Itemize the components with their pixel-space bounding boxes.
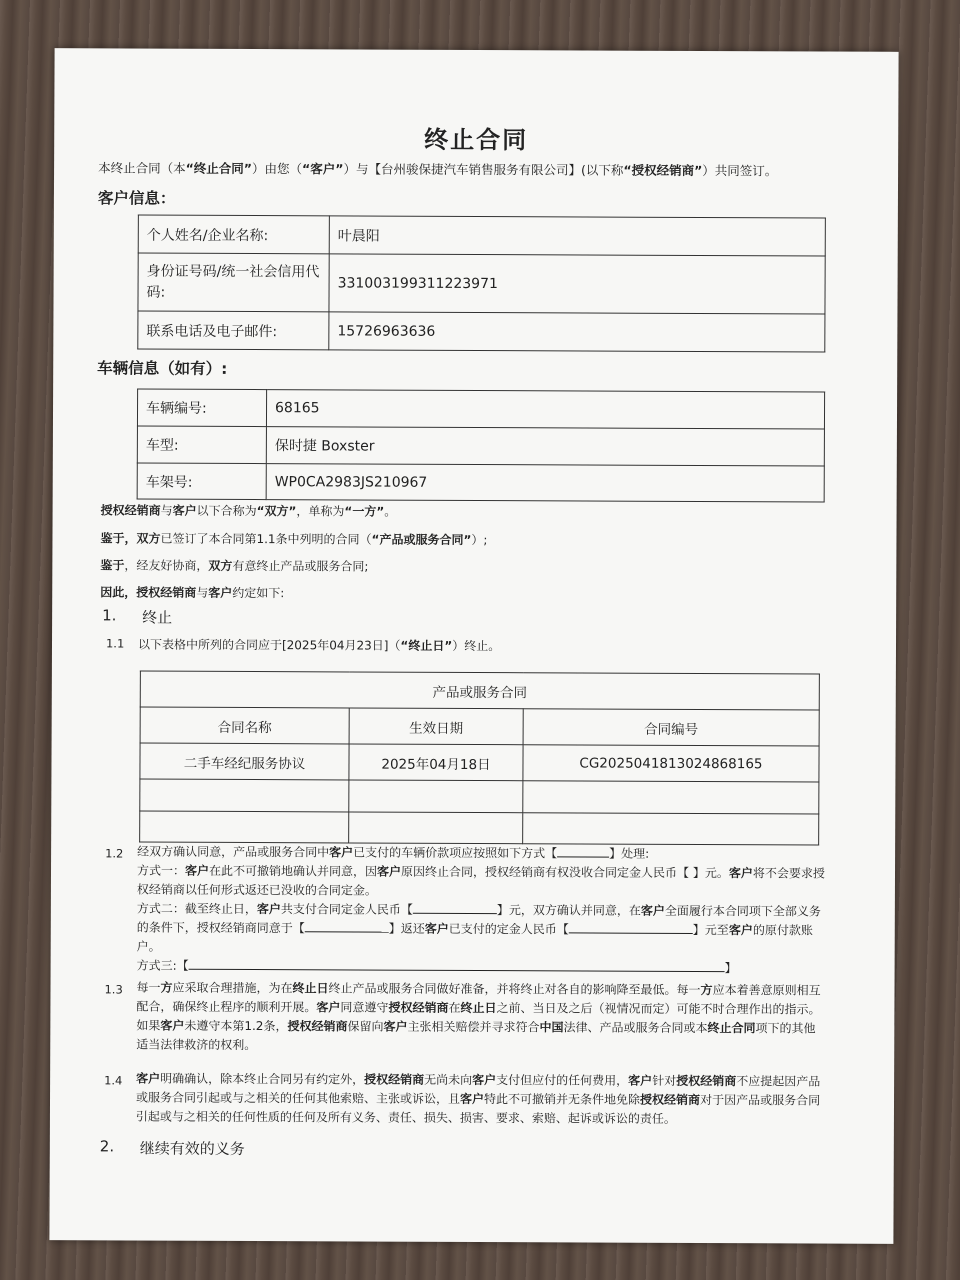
text: 或服务合同引起或与之相关的任何其他索赔、主张或诉讼，且 — [135, 1090, 461, 1106]
table-cell — [349, 812, 523, 844]
clause-1-1-text — [138, 636, 500, 655]
bold-term: 客户 — [185, 863, 210, 878]
section-2-number: 2. — [99, 1137, 115, 1156]
text: 在 — [448, 1000, 461, 1015]
table-row — [138, 311, 825, 352]
text: 权经销商以任何形式返还已没收的合同定金。 — [136, 882, 377, 898]
text: 同意遵守 — [340, 1000, 389, 1015]
text: 每一 — [136, 980, 161, 995]
text: ，单称为 — [296, 504, 345, 519]
text: 以下合称为 — [196, 503, 257, 519]
text: 适当法律救济的权利。 — [136, 1037, 257, 1053]
text: 方式一： — [136, 863, 186, 878]
bold-term: 客户 — [329, 845, 354, 860]
text: 经双方确认同意，产品或服务合同中 — [137, 844, 330, 860]
text: 全面履行本合同项下全部义务 — [664, 903, 821, 919]
text: 支付但应付的任何费用， — [496, 1073, 629, 1088]
text: 应本着善意原则相互 — [712, 983, 821, 998]
text: 】返还 — [388, 921, 425, 936]
table-row — [137, 463, 824, 502]
bold-term: 客户 — [424, 921, 449, 936]
bold-term: 授权经销商 — [100, 503, 161, 518]
customer-name-label: 个人姓名/企业名称: — [138, 215, 329, 254]
customer-info-heading: 客户信息： — [97, 189, 176, 208]
bold-term: 客户 — [208, 585, 233, 600]
bold-term: 鉴于 — [100, 558, 125, 573]
bold-term: 客户 — [460, 1091, 485, 1107]
bold-term: “产品或服务合同” — [371, 532, 472, 547]
bold-term: 授权经销商 — [388, 1000, 449, 1015]
customer-name-value: 叶晨阳 — [329, 216, 825, 256]
table-row — [137, 389, 824, 429]
blank-line — [305, 919, 389, 932]
text: 针对 — [652, 1073, 677, 1088]
bold-term: “终止日” — [400, 638, 453, 653]
bold-term: 方 — [700, 982, 713, 998]
clause-1-3-text — [136, 979, 876, 1058]
table-row — [138, 215, 825, 256]
recital-whereas-1 — [100, 529, 487, 548]
bold-term: 客户 — [377, 864, 402, 879]
vehicle-number-label: 车辆编号: — [137, 389, 266, 427]
section-1-title: 终止 — [142, 608, 173, 627]
text: 明确确认，除本终止合同另有约定外， — [160, 1071, 365, 1087]
text: 未遵守本第1.2条， — [184, 1018, 288, 1034]
text: 原因终止合同，授权经销商有权没收合同定金人民币【 】元。 — [401, 864, 729, 881]
clause-number: 1.3 — [104, 982, 123, 997]
customer-info-table — [137, 215, 826, 353]
text: 无尚未向 — [424, 1072, 473, 1087]
intro-text: ）共同签订。 — [702, 162, 778, 179]
column-header: 合同编号 — [523, 709, 819, 746]
bold-term: 双方 — [208, 558, 233, 573]
bold-term: 客户 — [728, 923, 753, 938]
section-1-number: 1. — [102, 606, 117, 625]
bold-term: 客户 — [383, 1019, 408, 1034]
recital-parties — [101, 501, 397, 519]
contract-page — [49, 48, 898, 1244]
bold-term: 客户 — [728, 866, 753, 881]
bold-term: 客户 — [316, 1000, 341, 1015]
bold-term: 授权经销商 — [364, 1072, 425, 1087]
intro-bold: “终止合同” — [185, 160, 253, 177]
clause-1-2-text — [137, 843, 878, 979]
text: 已支付的车辆价款项应按照如下方式【 — [353, 845, 558, 861]
customer-id-label: 身份证号码/统一社会信用代码: — [138, 253, 329, 312]
table-row — [140, 743, 819, 782]
table-row — [140, 779, 819, 814]
text: 保留向 — [347, 1019, 384, 1034]
text: 共支付合同定金人民币【 — [280, 902, 413, 917]
text: 已签订了本合同第1.1条中列明的合同（ — [160, 531, 372, 547]
text: 以下表格中所列的合同应于[2025年04月23日]（ — [137, 637, 401, 653]
text: 配合，确保终止程序的顺利开展。 — [136, 999, 317, 1015]
text: 与 — [160, 503, 173, 518]
customer-contact-value: 15726963636 — [329, 312, 825, 352]
bold-term: 终止合同 — [707, 1021, 756, 1036]
blank-line — [189, 957, 725, 972]
text: 项下的其他 — [755, 1021, 816, 1036]
document-title: 终止合同 — [424, 125, 529, 155]
vehicle-vin-value: WP0CA2983JS210967 — [266, 464, 824, 502]
intro-paragraph — [98, 158, 777, 179]
text: 特此不可撤销并无条件地免除 — [484, 1092, 641, 1107]
bold-term: 终止日 — [292, 981, 329, 996]
text: 已支付的定金人民币【 — [448, 921, 569, 937]
bold-term: 客户 — [172, 503, 197, 518]
blank-line — [413, 901, 497, 914]
bold-term: 授权经销商 — [287, 1019, 348, 1034]
table-cell — [523, 781, 819, 814]
bold-term: 客户 — [160, 1018, 185, 1033]
bold-term: 客户 — [628, 1073, 653, 1088]
intro-text: 本终止合同（本 — [98, 160, 186, 176]
text: 】元至 — [692, 922, 729, 938]
text: 如果 — [136, 1018, 161, 1033]
bold-term: “一方” — [344, 504, 385, 519]
table-cell: CG2025041813024868165 — [523, 745, 819, 782]
text: 不应提起因产品 — [736, 1074, 821, 1089]
table-row — [138, 253, 825, 314]
clause-number: 1.2 — [105, 846, 124, 861]
bold-term: 授权经销商 — [640, 1092, 701, 1107]
bold-term: 授权经销商 — [676, 1073, 737, 1089]
text: 终止产品或服务合同做好准备，并将终止对各自的影响降至最低。每一 — [328, 981, 701, 997]
bold-term: 中国 — [539, 1020, 564, 1035]
customer-id-value: 331003199311223971 — [329, 254, 825, 314]
bold-term: 客户 — [136, 1071, 161, 1086]
table-header-row — [140, 707, 819, 746]
table-cell — [523, 813, 819, 845]
text: 】 — [724, 961, 737, 976]
customer-contact-label: 联系电话及电子邮件: — [138, 311, 329, 350]
table-cell — [349, 780, 523, 813]
text: 之前、当日及之后（视情况而定）可能不时合理作出的指示。 — [496, 1001, 821, 1017]
bold-term: 客户 — [472, 1072, 497, 1088]
text: 应采取合理措施，为在 — [172, 980, 293, 996]
intro-text: ）由您（ — [252, 161, 303, 177]
bold-term: 客户 — [640, 903, 665, 918]
vehicle-info-heading: 车辆信息（如有）: — [97, 359, 228, 378]
text: 对于因产品或服务合同 — [700, 1092, 821, 1108]
table-cell — [140, 811, 349, 843]
text: 在此不可撤销地确认并同意，因 — [209, 863, 378, 879]
table-cell: 2025年04月18日 — [349, 744, 523, 781]
clause-1-4-text — [136, 1070, 876, 1130]
text: 法律、产品或服务合同或本 — [563, 1020, 708, 1036]
text: 约定如下: — [232, 585, 285, 601]
bold-term: 终止日 — [460, 1000, 497, 1016]
clause-number: 1.4 — [104, 1073, 123, 1088]
intro-bold: “客户” — [302, 161, 344, 177]
clause-number: 1.1 — [105, 636, 125, 651]
vehicle-vin-label: 车架号: — [137, 463, 266, 500]
vehicle-number-value: 68165 — [266, 390, 824, 429]
table-row — [137, 426, 824, 466]
column-header: 合同名称 — [140, 707, 349, 744]
text: 。 — [384, 504, 397, 519]
blank-line — [557, 844, 609, 857]
table-cell — [140, 779, 349, 812]
text: 的条件下，授权经销商同意于【 — [136, 920, 305, 936]
text: 有意终止产品或服务合同; — [232, 558, 369, 574]
text: 将不会要求授 — [752, 866, 825, 881]
vehicle-model-value: 保时捷 Boxster — [266, 427, 824, 466]
text: ）终止。 — [452, 638, 501, 654]
bold-term: “双方” — [256, 504, 297, 519]
table-caption-row — [140, 671, 819, 710]
text: 户。 — [136, 939, 161, 954]
contracts-table — [139, 671, 820, 846]
text: 方式三:【 — [136, 958, 189, 973]
bold-term: 鉴于，双方 — [100, 531, 161, 546]
bold-term: 客户 — [256, 902, 281, 917]
contracts-table-caption: 产品或服务合同 — [140, 671, 819, 710]
text: 】元，双方确认并同意，在 — [496, 903, 641, 918]
intro-text: ）与【台州骏保捷汽车销售服务有限公司】(以下称 — [343, 161, 624, 178]
table-row — [140, 811, 819, 845]
text: 的原付款账 — [752, 923, 813, 938]
text: 与 — [196, 585, 209, 600]
recital-whereas-2 — [100, 556, 368, 574]
text: 主张相关赔偿并寻求符合 — [407, 1019, 540, 1035]
vehicle-info-table — [137, 389, 825, 503]
recital-therefore — [100, 583, 284, 601]
blank-line — [569, 920, 693, 934]
text: 】处理: — [609, 846, 650, 861]
bold-term: 方 — [160, 980, 173, 995]
section-2-title: 继续有效的义务 — [139, 1139, 245, 1159]
text: ，经友好协商， — [124, 558, 209, 573]
text: 引起或与之相关的任何性质的任何及所有义务、责任、损失、损害、要求、索赔、起诉或诉讼的责任。 — [135, 1109, 676, 1126]
text: ）; — [471, 532, 488, 548]
column-header: 生效日期 — [349, 708, 523, 745]
bold-term: 因此，授权经销商 — [100, 585, 197, 600]
vehicle-model-label: 车型: — [137, 426, 266, 464]
intro-bold: “授权经销商” — [623, 162, 703, 178]
text: 方式二：截至终止日， — [136, 901, 257, 917]
table-cell: 二手车经纪服务协议 — [140, 743, 349, 780]
